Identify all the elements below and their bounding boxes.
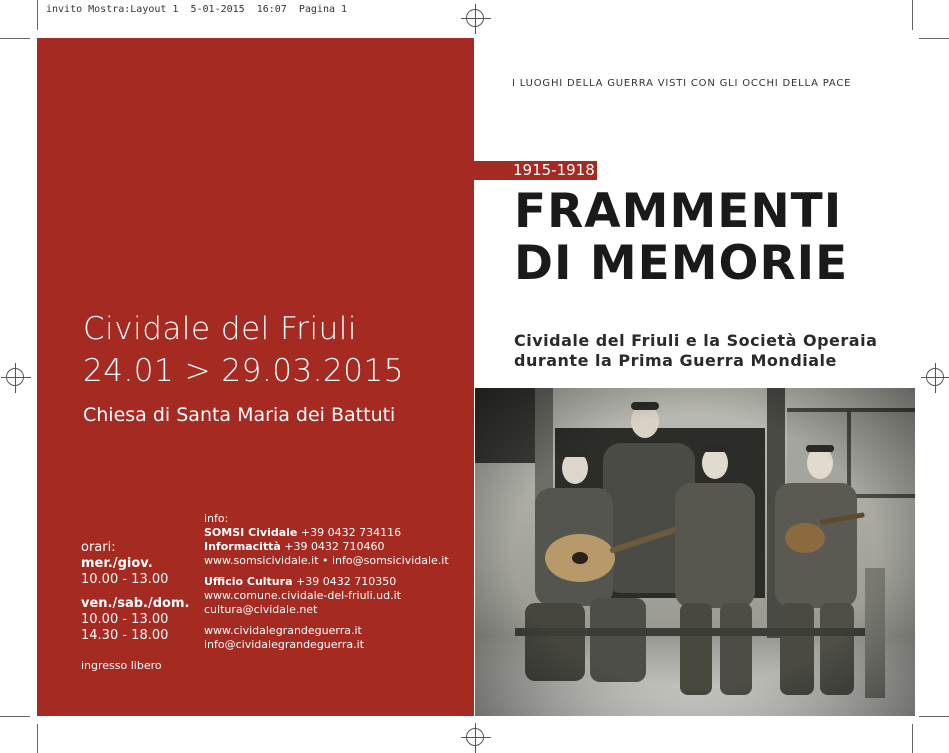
crop-mark (919, 38, 949, 39)
hours-days: ven./sab./dom. (81, 596, 190, 611)
subtitle-line1: Cividale del Friuli e la Società Operaia (514, 331, 878, 350)
info-block (204, 512, 449, 652)
crop-mark (0, 716, 30, 717)
hours-time: 10.00 - 13.00 (81, 612, 169, 627)
contact-email[interactable]: info@cividalegrandeguerra.it (204, 638, 364, 651)
contact-phone: +39 0432 710460 (280, 540, 385, 553)
contact-email[interactable]: cultura@cividale.net (204, 603, 318, 616)
crop-mark (37, 0, 38, 30)
registration-mark-icon (926, 368, 944, 386)
main-title-line2: DI MEMORIE (514, 236, 849, 291)
crop-mark (0, 38, 30, 39)
event-venue: Chiesa di Santa Maria dei Battuti (83, 404, 396, 426)
opening-hours (81, 540, 189, 644)
event-dates: 24.01 > 29.03.2015 (83, 353, 404, 389)
hours-label: orari: (81, 540, 116, 555)
free-entry: ingresso libero (81, 659, 162, 672)
registration-mark-icon (466, 9, 484, 27)
contact-phone: +39 0432 734116 (297, 526, 402, 539)
main-title-line1: FRAMMENTI (514, 184, 843, 239)
info-label: info: (204, 512, 229, 525)
registration-mark-icon (6, 368, 24, 386)
year-range: 1915-1918 (513, 161, 595, 179)
contact-phone: +39 0432 710350 (292, 575, 397, 588)
print-slug: invito Mostra:Layout 1 5-01-2015 16:07 Pagina 1 (46, 4, 348, 15)
contact-web[interactable]: www.comune.cividale-del-friuli.ud.it (204, 589, 401, 602)
contact-name: SOMSI Cividale (204, 526, 298, 539)
hours-time: 14.30 - 18.00 (81, 628, 169, 643)
contact-web[interactable]: www.somsicividale.it • info@somsicividale.it (204, 554, 449, 567)
tagline: I LUOGHI DELLA GUERRA VISTI CON GLI OCCHI DELLA PACE (512, 78, 852, 89)
event-city: Cividale del Friuli (83, 311, 357, 347)
historical-photo (475, 388, 915, 716)
crop-mark (37, 724, 38, 753)
hours-days: mer./giov. (81, 556, 153, 571)
hours-time: 10.00 - 13.00 (81, 572, 169, 587)
contact-name: Informacittà (204, 540, 281, 553)
crop-mark (919, 716, 949, 717)
contact-web[interactable]: www.cividalegrandeguerra.it (204, 624, 362, 637)
contact-name: Ufficio Cultura (204, 575, 293, 588)
registration-mark-icon (466, 728, 484, 746)
left-panel (37, 38, 474, 716)
crop-mark (912, 724, 913, 753)
subtitle-line2: durante la Prima Guerra Mondiale (514, 351, 837, 370)
crop-mark (912, 0, 913, 30)
